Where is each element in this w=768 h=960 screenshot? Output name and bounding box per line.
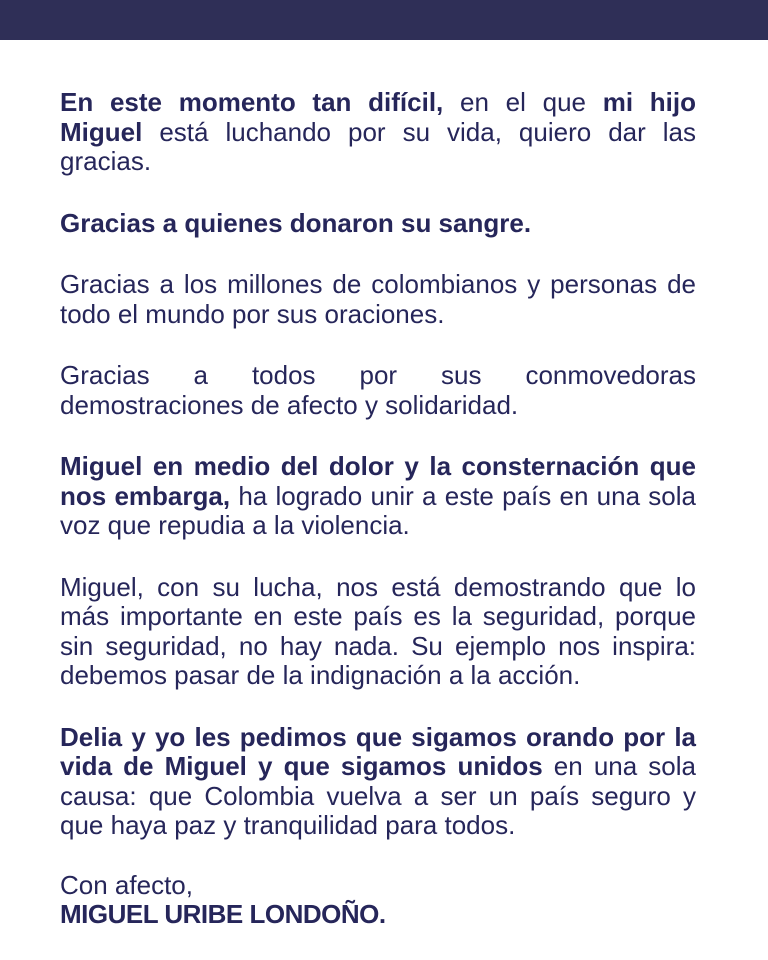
paragraph-2 bbox=[60, 209, 696, 239]
paragraph-6-text: Miguel, con su lucha, nos está demostrando que lo más importante en este país es la seguridad, porque sin seguridad, no hay nada. Su ejemplo nos inspira: debemos pasar de la indignación a la acción. bbox=[60, 571, 696, 690]
paragraph-1-bold-lead: En este momento tan difícil, bbox=[60, 87, 444, 117]
header-bar bbox=[0, 0, 768, 40]
paragraph-7 bbox=[60, 723, 696, 841]
paragraph-1-text-end: está luchando por su vida, quiero dar las gracias. bbox=[60, 116, 696, 176]
paragraph-4 bbox=[60, 361, 696, 420]
paragraph-7-text: en una sola causa: que Colombia vuelva a ser un país seguro y que haya paz y tranquilidad para todos. bbox=[60, 751, 697, 840]
salutation: Con afecto, bbox=[60, 869, 193, 900]
paragraph-1 bbox=[60, 88, 696, 177]
paragraph-1-text: en el que bbox=[443, 87, 603, 117]
paragraph-5-bold: Miguel en medio del dolor y la consternación que nos embarga, bbox=[60, 451, 696, 511]
paragraph-5 bbox=[60, 452, 696, 541]
paragraph-1-bold-name: mi hijo Miguel bbox=[60, 87, 696, 147]
paragraph-3 bbox=[60, 270, 696, 329]
paragraph-4-text: Gracias a todos por sus conmovedoras demostraciones de afecto y solidaridad. bbox=[60, 360, 696, 420]
paragraph-5-text: ha logrado unir a este país en una sola voz que repudia a la violencia. bbox=[60, 480, 696, 540]
paragraph-2-bold: Gracias a quienes donaron su sangre. bbox=[60, 207, 532, 238]
paragraph-3-text: Gracias a los millones de colombianos y personas de todo el mundo por sus oraciones. bbox=[60, 269, 696, 329]
letter-body bbox=[60, 88, 696, 929]
closing bbox=[60, 871, 696, 929]
paragraph-6 bbox=[60, 573, 696, 691]
signature: MIGUEL URIBE LONDOÑO. bbox=[60, 898, 386, 929]
paragraph-7-bold: Delia y yo les pedimos que sigamos orando por la vida de Miguel y que sigamos unidos bbox=[60, 721, 696, 781]
